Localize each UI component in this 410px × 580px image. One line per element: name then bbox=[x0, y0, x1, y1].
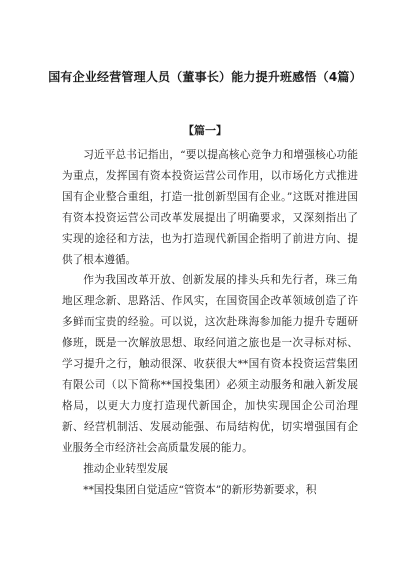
paragraph-1: 习近平总书记指出，“要以提高核心竞争力和增强核心功能为重点，发挥国有资本投资运营公司作用，以市场化方式推进国有企业整合重组，打造一批创新型国有企业。”这既对推进国有资本投资运营公司改革发展提出了明确要求，又深刻指出了实现的途径和方法，也为打造现代新国企指明了前进方向、提供了根本遵循。 bbox=[62, 149, 358, 266]
section-label: 【篇一】 bbox=[183, 124, 227, 137]
document-body bbox=[62, 145, 358, 500]
document-title: 国有企业经营管理人员（董事长）能力提升班感悟（4篇） bbox=[48, 70, 362, 84]
paragraph-3: **国投集团自觉适应“管资本”的新形势新要求，积 bbox=[83, 483, 317, 496]
paragraph-2: 作为我国改革开放、创新发展的排头兵和先行者，珠三角地区理念新、思路活、作风实，在国资国企改革领域创造了许多鲜而宝贵的经验。可以说，这次赴珠海参加能力提升专题研修班，既是一次解放思想、取经问道之旅也是一次寻标对标、学习提升之行，触动很深、收获很大**国有资本投资运营集团有限公司（以下简称**国投集团）必须主动服务和融入新发展格局，以更大力度打造现代新国企，加快实现国企公司治理新、经营机制活、发展动能强、布局结构优，切实增强国有企业服务全市经济社会高质量发展的能力。 bbox=[62, 274, 358, 454]
subheading: 推动企业转型发展 bbox=[83, 462, 168, 475]
